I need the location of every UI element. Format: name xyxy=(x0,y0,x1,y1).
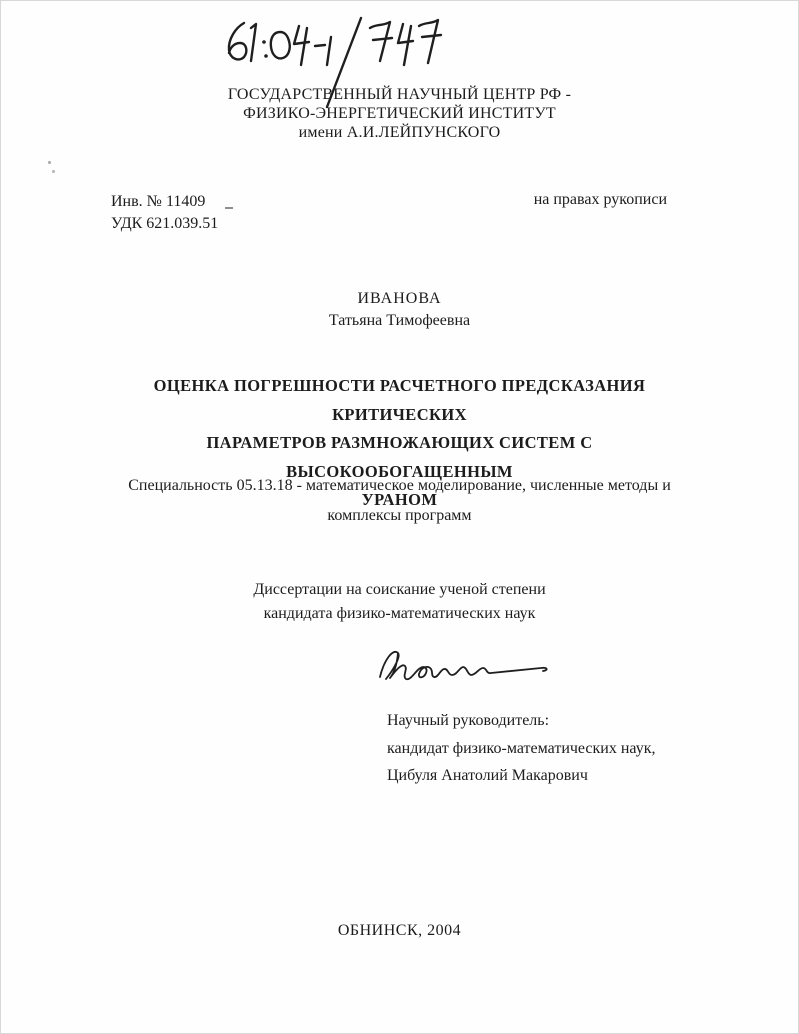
institution-line-1: ГОСУДАРСТВЕННЫЙ НАУЧНЫЙ ЦЕНТР РФ - xyxy=(227,86,572,103)
city-year: ОБНИНСК, 2004 xyxy=(337,922,462,939)
institution-header xyxy=(1,85,798,142)
supervisor-block xyxy=(387,707,655,790)
author-signature xyxy=(373,637,555,685)
title-line-1: ОЦЕНКА ПОГРЕШНОСТИ РАСЧЕТНОГО ПРЕДСКАЗАНИЯ КРИТИЧЕСКИХ xyxy=(153,376,646,424)
signature-ink-icon xyxy=(373,637,555,685)
supervisor-name: Цибуля Анатолий Макарович xyxy=(387,767,588,784)
inventory-block xyxy=(111,191,218,234)
specialty-line-2: комплексы программ xyxy=(327,507,472,524)
institution-line-3: имени А.И.ЛЕЙПУНСКОГО xyxy=(298,124,501,141)
author-given-names: Татьяна Тимофеевна xyxy=(328,311,471,329)
title-line-3: УРАНОМ xyxy=(361,490,438,509)
author-surname: ИВАНОВА xyxy=(357,290,442,307)
institution-line-2: ФИЗИКО-ЭНЕРГЕТИЧЕСКИЙ ИНСТИТУТ xyxy=(243,105,556,122)
supervisor-label: Научный руководитель: xyxy=(387,712,550,729)
thesis-block xyxy=(1,578,798,626)
supervisor-degree: кандидат физико-математических наук, xyxy=(387,739,656,757)
inventory-number: Инв. № 11409 xyxy=(111,193,206,210)
thesis-line-1: Диссертации на соискание ученой степени xyxy=(253,581,546,598)
author-block xyxy=(1,288,798,331)
scan-artifact-dots xyxy=(48,161,51,164)
scan-artifact-dash xyxy=(225,207,233,209)
title-line-2: ПАРАМЕТРОВ РАЗМНОЖАЮЩИХ СИСТЕМ С ВЫСОКООБОГАЩЕННЫМ xyxy=(206,433,593,481)
manuscript-rights: на правах рукописи xyxy=(533,191,667,208)
udk-number: УДК 621.039.51 xyxy=(111,214,219,232)
thesis-line-2: кандидата физико-математических наук xyxy=(263,605,536,622)
specialty-block xyxy=(1,471,798,531)
specialty-line-1: Специальность 05.13.18 - математическое моделирование, численные методы и xyxy=(128,477,671,494)
